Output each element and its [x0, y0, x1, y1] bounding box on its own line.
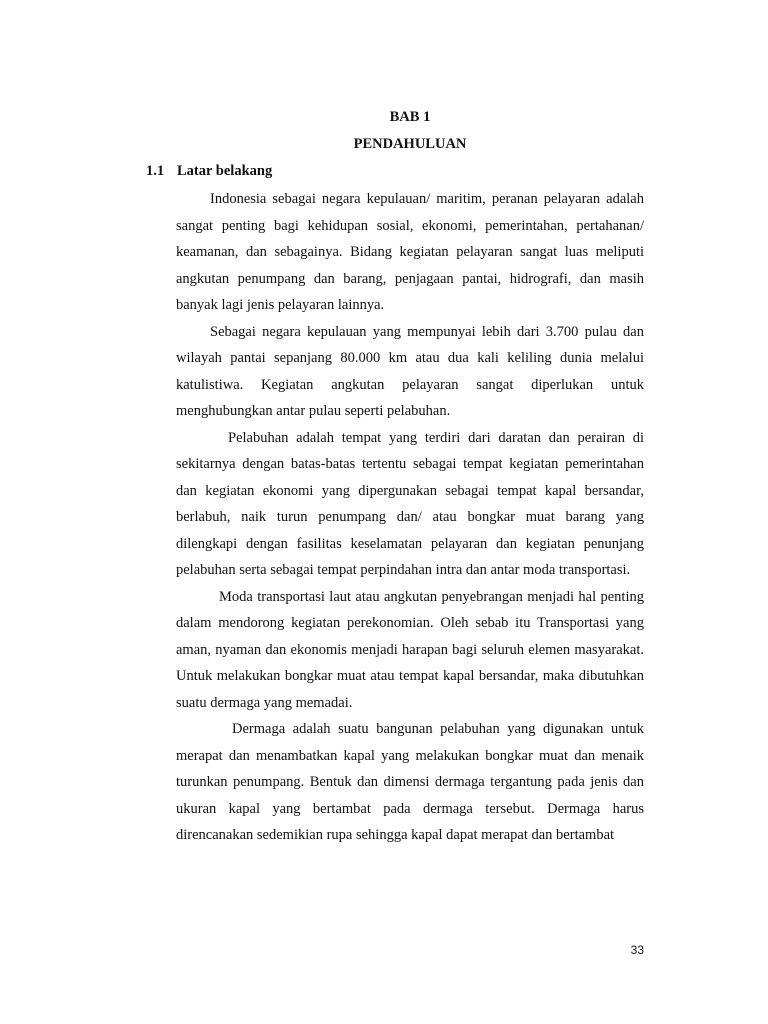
paragraph: Sebagai negara kepulauan yang mempunyai lebih dari 3.700 pulau dan wilayah pantai sepanjang 80.000 km atau dua kali keliling dunia melalui katulistiwa. Kegiatan angkutan pelayaran sangat diperlukan untuk menghubungkan antar pulau seperti pelabuhan. [176, 323, 644, 419]
page-number: 33 [630, 943, 644, 957]
body-text [176, 186, 644, 849]
section-number: 1.1 [146, 163, 165, 179]
chapter-label: BAB 1 [389, 109, 431, 125]
paragraph: Pelabuhan adalah tempat yang terdiri dari daratan dan perairan di sekitarnya dengan batas-batas tertentu sebagai tempat kegiatan pemerintahan dan kegiatan ekonomi yang dipergunakan sebagai tempat kapal bersandar, berlabuh, naik turun penumpang dan/ atau bongkar muat barang yang dilengkapi dengan fasilitas keselamatan pelayaran dan kegiatan penunjang pelabuhan serta sebagai tempat perpindahan intra dan antar moda transportasi. [176, 429, 644, 578]
chapter-title: PENDAHULUAN [353, 136, 467, 152]
section-heading [146, 163, 272, 180]
paragraph: Moda transportasi laut atau angkutan penyebrangan menjadi hal penting dalam mendorong kegiatan perekonomian. Oleh sebab itu Transportasi yang aman, nyaman dan ekonomis menjadi harapan bagi seluruh elemen masyarakat. Untuk melakukan bongkar muat atau tempat kapal bersandar, maka dibutuhkan suatu dermaga yang memadai. [176, 588, 644, 711]
section-title: Latar belakang [177, 163, 273, 179]
paragraph: Dermaga adalah suatu bangunan pelabuhan yang digunakan untuk merapat dan menambatkan kapal yang melakukan bongkar muat dan menaik turunkan penumpang. Bentuk dan dimensi dermaga tergantung pada jenis dan ukuran kapal yang bertambat pada dermaga tersebut. Dermaga harus direncanakan sedemikian rupa sehingga kapal dapat merapat dan bertambat [176, 721, 644, 843]
paragraph: Indonesia sebagai negara kepulauan/ maritim, peranan pelayaran adalah sangat penting bagi kehidupan sosial, ekonomi, pemerintahan, pertahanan/ keamanan, dan sebagainya. Bidang kegiatan pelayaran sangat luas meliputi angkutan penumpang dan barang, penjagaan pantai, hidrografi, dan masih banyak lagi jenis pelayaran lainnya. [176, 191, 644, 313]
